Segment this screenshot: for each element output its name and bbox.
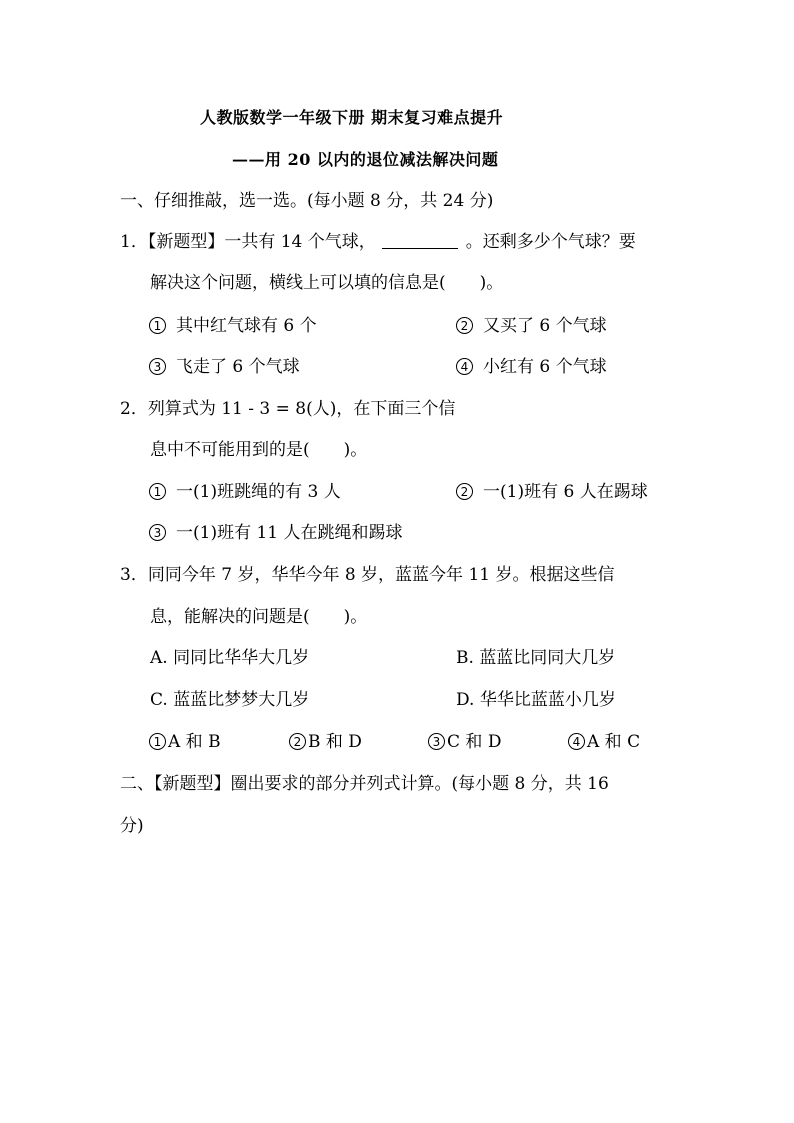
answer-text: C 和 D [447, 732, 502, 752]
section1-heading: 一、仔细推敲，选一选。(每小题 8 分，共 24 分) [120, 191, 494, 211]
q3-answer-3 [428, 731, 501, 753]
document-title: 人教版数学一年级下册 期末复习难点提升 [200, 108, 504, 127]
answer-text: A 和 B [168, 732, 221, 752]
circled-number: 4 [456, 358, 473, 375]
q1-text-after: 。还剩多少个气球？要 [465, 232, 636, 252]
option-text: 小红有 6 个气球 [483, 357, 607, 377]
answer-text: A 和 C [587, 732, 641, 752]
option-text: 一(1)班跳绳的有 3 人 [176, 482, 341, 502]
q2-line1: 2．列算式为 11 - 3 = 8(人)，在下面三个信 [120, 399, 456, 419]
option-letter: A. [150, 648, 168, 668]
option-text: 又买了 6 个气球 [483, 316, 607, 336]
circled-number: 2 [456, 483, 473, 500]
q3-answer-2 [289, 731, 362, 753]
circled-number: 3 [149, 358, 166, 375]
circled-number: 1 [149, 483, 166, 500]
circled-number: 3 [149, 524, 166, 541]
section2-heading-line1: 二、【新题型】圈出要求的部分并列式计算。(每小题 8 分，共 16 [120, 774, 609, 794]
circled-number: 4 [568, 733, 585, 750]
q3-line1: 3．同同今年 7 岁，华华今年 8 岁，蓝蓝今年 11 岁。根据这些信 [120, 565, 615, 585]
q1-option-3 [149, 356, 300, 378]
option-text: 蓝蓝比同同大几岁 [479, 648, 616, 668]
option-letter: C. [150, 690, 168, 710]
q1-line1 [120, 231, 636, 253]
option-letter: B. [456, 648, 474, 668]
q1-option-4 [456, 356, 607, 378]
q2-option-2 [456, 481, 648, 503]
circled-number: 3 [428, 733, 445, 750]
circled-number: 2 [456, 317, 473, 334]
option-text: 蓝蓝比梦梦大几岁 [173, 690, 310, 710]
document-subtitle: ——用 20 以内的退位减法解决问题 [232, 150, 499, 169]
q1-line2: 解决这个问题，横线上可以填的信息是( )。 [150, 273, 504, 293]
option-text: 一(1)班有 6 人在踢球 [483, 482, 648, 502]
q2-line2: 息中不可能用到的是( )。 [150, 440, 368, 460]
answer-text: B 和 D [308, 732, 362, 752]
q3-answer-1 [149, 731, 221, 753]
q3-option-d [456, 689, 616, 711]
q1-option-2 [456, 315, 607, 337]
option-text: 同同比华华大几岁 [173, 648, 310, 668]
option-text: 其中红气球有 6 个 [176, 316, 317, 336]
q2-option-1 [149, 481, 341, 503]
option-text: 华华比蓝蓝小几岁 [479, 690, 616, 710]
circled-number: 1 [149, 317, 166, 334]
q3-option-c [150, 689, 309, 711]
circled-number: 1 [149, 733, 166, 750]
option-text: 飞走了 6 个气球 [176, 357, 300, 377]
q3-answer-4 [568, 731, 640, 753]
q3-line2: 息，能解决的问题是( )。 [150, 607, 368, 627]
q3-option-a [150, 647, 309, 669]
q1-option-1 [149, 315, 317, 337]
q3-option-b [456, 647, 615, 669]
option-letter: D. [456, 690, 475, 710]
q2-option-3 [149, 522, 403, 544]
circled-number: 2 [289, 733, 306, 750]
q1-text-before: 1．【新题型】一共有 14 个气球， [120, 232, 376, 252]
option-text: 一(1)班有 11 人在跳绳和踢球 [176, 523, 403, 543]
section2-heading-line2: 分) [120, 816, 144, 836]
q1-answer-blank [382, 232, 458, 249]
